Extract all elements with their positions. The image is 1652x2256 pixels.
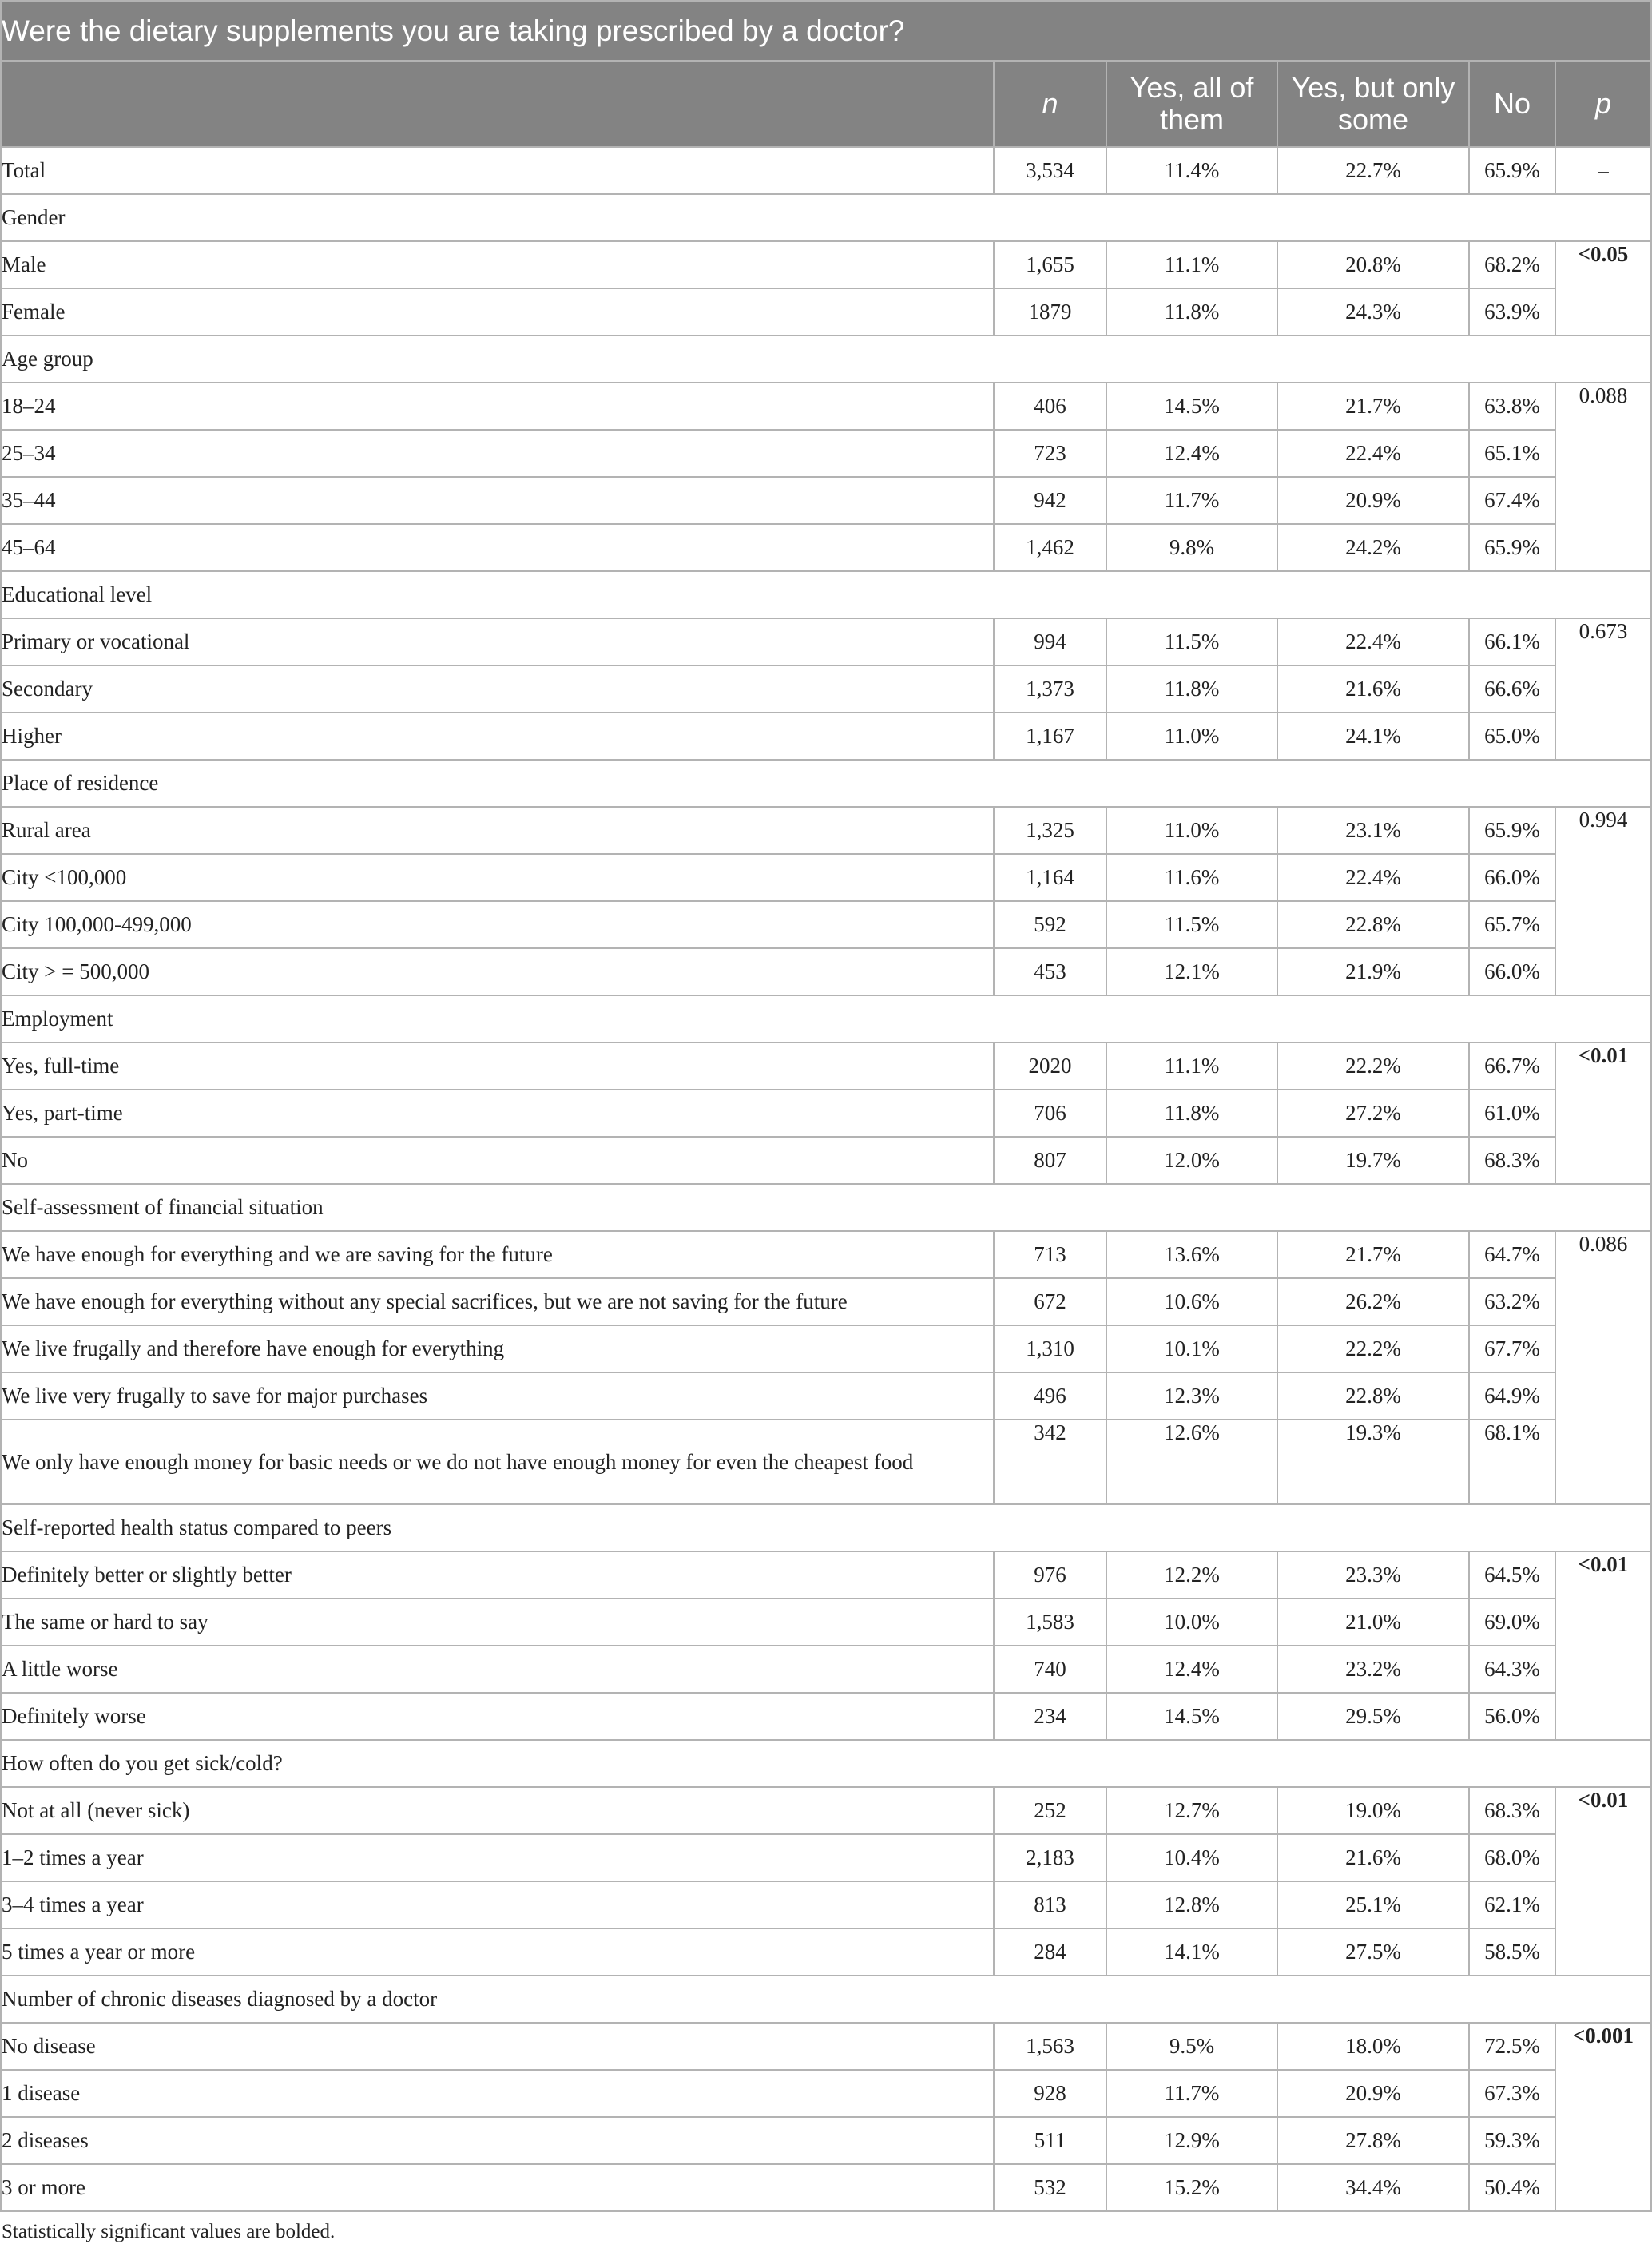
row-label: 1 disease [1,2070,994,2117]
table-row [1,665,1651,713]
cell-yes-all: 12.9% [1106,2117,1277,2164]
cell-no: 66.7% [1469,1043,1555,1090]
table-row [1,1693,1651,1740]
table-row [1,1231,1651,1278]
cell-n: 813 [994,1881,1106,1928]
cell-yes-all: 11.0% [1106,713,1277,760]
cell-yes-some: 24.1% [1277,713,1469,760]
table-row [1,2023,1651,2070]
table-row [1,1928,1651,1976]
group-label: Educational level [1,571,1651,618]
cell-yes-all: 12.8% [1106,1881,1277,1928]
cell-n: 807 [994,1137,1106,1184]
cell-no: 65.9% [1469,147,1555,194]
table-row [1,1090,1651,1137]
cell-n: 1,655 [994,241,1106,288]
cell-yes-all: 13.6% [1106,1231,1277,1278]
cell-no: 68.0% [1469,1834,1555,1881]
cell-no: 65.9% [1469,807,1555,854]
header-no: No [1469,61,1555,147]
row-label: Definitely better or slightly better [1,1551,994,1599]
cell-yes-all: 12.3% [1106,1372,1277,1420]
cell-n: 1879 [994,288,1106,336]
header-yes-all: Yes, all of them [1106,61,1277,147]
row-label: We have enough for everything and we are saving for the future [1,1231,994,1278]
cell-n: 723 [994,430,1106,477]
cell-no: 65.0% [1469,713,1555,760]
row-label: City <100,000 [1,854,994,901]
table-row [1,1881,1651,1928]
table-group-row [1,760,1651,807]
row-label: A little worse [1,1646,994,1693]
row-label: We have enough for everything without any special sacrifices, but we are not saving for the future [1,1278,994,1325]
cell-no: 65.7% [1469,901,1555,948]
cell-yes-some: 21.7% [1277,383,1469,430]
cell-n: 496 [994,1372,1106,1420]
cell-yes-some: 34.4% [1277,2164,1469,2211]
row-label: Not at all (never sick) [1,1787,994,1834]
cell-no: 62.1% [1469,1881,1555,1928]
table-row [1,1325,1651,1372]
cell-yes-all: 11.5% [1106,901,1277,948]
row-label: 3–4 times a year [1,1881,994,1928]
group-label: How often do you get sick/cold? [1,1740,1651,1787]
cell-yes-all: 10.6% [1106,1278,1277,1325]
cell-n: 942 [994,477,1106,524]
row-label: Male [1,241,994,288]
table-row [1,2117,1651,2164]
cell-no: 56.0% [1469,1693,1555,1740]
cell-p-value: 0.673 [1555,618,1651,760]
header-label [1,61,994,147]
table-title-row [1,1,1651,61]
row-label: City 100,000-499,000 [1,901,994,948]
table-header-row [1,61,1651,147]
cell-yes-some: 19.7% [1277,1137,1469,1184]
cell-no: 65.1% [1469,430,1555,477]
cell-yes-all: 11.1% [1106,241,1277,288]
row-label: Definitely worse [1,1693,994,1740]
cell-yes-some: 22.2% [1277,1325,1469,1372]
table-row [1,1599,1651,1646]
row-label: We live very frugally to save for major purchases [1,1372,994,1420]
cell-no: 66.1% [1469,618,1555,665]
table-row [1,2070,1651,2117]
table-row [1,1834,1651,1881]
group-label: Gender [1,194,1651,241]
cell-yes-all: 10.4% [1106,1834,1277,1881]
cell-n: 1,583 [994,1599,1106,1646]
cell-yes-all: 9.5% [1106,2023,1277,2070]
cell-yes-all: 12.6% [1106,1420,1277,1504]
cell-yes-all: 12.4% [1106,430,1277,477]
table-row [1,1278,1651,1325]
row-label: 5 times a year or more [1,1928,994,1976]
group-label: Self-reported health status compared to peers [1,1504,1651,1551]
table-group-row [1,571,1651,618]
row-label: We only have enough money for basic needs or we do not have enough money for even the cheapest food [1,1420,994,1504]
cell-p-value: – [1555,147,1651,194]
cell-no: 68.2% [1469,241,1555,288]
cell-no: 72.5% [1469,2023,1555,2070]
table-body [1,147,1651,2211]
cell-n: 1,373 [994,665,1106,713]
group-label: Age group [1,336,1651,383]
table-row [1,241,1651,288]
cell-no: 50.4% [1469,2164,1555,2211]
cell-p-value: 0.088 [1555,383,1651,571]
cell-n: 511 [994,2117,1106,2164]
cell-n: 706 [994,1090,1106,1137]
table-group-row [1,1740,1651,1787]
cell-no: 68.1% [1469,1420,1555,1504]
table-row [1,1420,1651,1504]
cell-n: 1,310 [994,1325,1106,1372]
cell-n: 713 [994,1231,1106,1278]
cell-yes-all: 11.4% [1106,147,1277,194]
cell-no: 61.0% [1469,1090,1555,1137]
cell-n: 406 [994,383,1106,430]
cell-yes-all: 14.5% [1106,1693,1277,1740]
row-label: 2 diseases [1,2117,994,2164]
row-label: The same or hard to say [1,1599,994,1646]
row-label: 25–34 [1,430,994,477]
table-group-row [1,1976,1651,2023]
cell-n: 1,563 [994,2023,1106,2070]
row-label: Female [1,288,994,336]
table-group-row [1,995,1651,1043]
table-row [1,618,1651,665]
header-yes-some: Yes, but only some [1277,61,1469,147]
cell-yes-some: 23.1% [1277,807,1469,854]
cell-no: 66.6% [1469,665,1555,713]
table-row [1,1043,1651,1090]
cell-yes-some: 22.4% [1277,430,1469,477]
row-label: No [1,1137,994,1184]
cell-yes-some: 22.8% [1277,1372,1469,1420]
cell-p-value: <0.01 [1555,1787,1651,1976]
cell-n: 284 [994,1928,1106,1976]
row-label: We live frugally and therefore have enough for everything [1,1325,994,1372]
cell-yes-some: 27.2% [1277,1090,1469,1137]
cell-no: 64.5% [1469,1551,1555,1599]
cell-n: 252 [994,1787,1106,1834]
cell-yes-some: 25.1% [1277,1881,1469,1928]
table-row [1,524,1651,571]
cell-yes-some: 24.2% [1277,524,1469,571]
cell-n: 740 [994,1646,1106,1693]
cell-no: 58.5% [1469,1928,1555,1976]
row-label: Rural area [1,807,994,854]
table-row [1,854,1651,901]
row-label: Yes, part-time [1,1090,994,1137]
table-row [1,383,1651,430]
cell-yes-some: 18.0% [1277,2023,1469,2070]
table-row [1,147,1651,194]
row-label: Primary or vocational [1,618,994,665]
cell-no: 64.9% [1469,1372,1555,1420]
table-row [1,1137,1651,1184]
table-row [1,713,1651,760]
cell-yes-some: 22.4% [1277,618,1469,665]
table-group-row [1,336,1651,383]
cell-yes-all: 11.5% [1106,618,1277,665]
row-label: 3 or more [1,2164,994,2211]
row-label: Higher [1,713,994,760]
cell-yes-all: 12.1% [1106,948,1277,995]
cell-no: 63.8% [1469,383,1555,430]
table-title: Were the dietary supplements you are taking prescribed by a doctor? [1,1,1651,61]
cell-yes-some: 29.5% [1277,1693,1469,1740]
row-label: Total [1,147,994,194]
cell-yes-some: 22.2% [1277,1043,1469,1090]
cell-p-value: <0.01 [1555,1551,1651,1740]
cell-n: 2,183 [994,1834,1106,1881]
cell-n: 342 [994,1420,1106,1504]
table-group-row [1,1184,1651,1231]
row-label: Secondary [1,665,994,713]
cell-yes-all: 11.8% [1106,288,1277,336]
cell-yes-some: 20.8% [1277,241,1469,288]
cell-yes-some: 27.5% [1277,1928,1469,1976]
cell-p-value: <0.05 [1555,241,1651,336]
cell-yes-all: 11.0% [1106,807,1277,854]
cell-yes-all: 12.2% [1106,1551,1277,1599]
cell-yes-some: 19.3% [1277,1420,1469,1504]
row-label: 1–2 times a year [1,1834,994,1881]
cell-yes-all: 15.2% [1106,2164,1277,2211]
cell-yes-some: 19.0% [1277,1787,1469,1834]
table-row [1,430,1651,477]
table-footnote: Statistically significant values are bolded. [2,2221,336,2242]
cell-yes-some: 21.6% [1277,1834,1469,1881]
cell-n: 592 [994,901,1106,948]
cell-yes-all: 12.4% [1106,1646,1277,1693]
cell-no: 65.9% [1469,524,1555,571]
group-label: Self-assessment of financial situation [1,1184,1651,1231]
cell-yes-all: 9.8% [1106,524,1277,571]
cell-n: 532 [994,2164,1106,2211]
cell-n: 234 [994,1693,1106,1740]
row-label: Yes, full-time [1,1043,994,1090]
cell-n: 1,325 [994,807,1106,854]
cell-yes-some: 21.0% [1277,1599,1469,1646]
table-row [1,477,1651,524]
cell-yes-all: 11.7% [1106,477,1277,524]
cell-yes-some: 22.8% [1277,901,1469,948]
cell-yes-all: 11.8% [1106,1090,1277,1137]
table-group-row [1,1504,1651,1551]
cell-yes-all: 14.1% [1106,1928,1277,1976]
cell-no: 67.7% [1469,1325,1555,1372]
cell-no: 67.4% [1469,477,1555,524]
table-row [1,2164,1651,2211]
cell-no: 64.3% [1469,1646,1555,1693]
cell-yes-all: 10.0% [1106,1599,1277,1646]
cell-yes-some: 22.4% [1277,854,1469,901]
cell-yes-all: 14.5% [1106,383,1277,430]
table-row [1,1787,1651,1834]
cell-p-value: 0.994 [1555,807,1651,995]
cell-yes-all: 11.8% [1106,665,1277,713]
cell-no: 66.0% [1469,948,1555,995]
cell-yes-all: 11.7% [1106,2070,1277,2117]
group-label: Number of chronic diseases diagnosed by a doctor [1,1976,1651,2023]
table-row [1,1372,1651,1420]
table-row [1,1551,1651,1599]
cell-yes-all: 12.7% [1106,1787,1277,1834]
row-label: 45–64 [1,524,994,571]
cell-n: 1,167 [994,713,1106,760]
header-p: p [1555,61,1651,147]
cell-yes-some: 20.9% [1277,477,1469,524]
cell-no: 59.3% [1469,2117,1555,2164]
cell-n: 1,164 [994,854,1106,901]
row-label: No disease [1,2023,994,2070]
cell-p-value: 0.086 [1555,1231,1651,1504]
group-label: Employment [1,995,1651,1043]
cell-yes-some: 21.9% [1277,948,1469,995]
cell-p-value: <0.001 [1555,2023,1651,2211]
cell-yes-some: 22.7% [1277,147,1469,194]
cell-no: 63.9% [1469,288,1555,336]
cell-n: 3,534 [994,147,1106,194]
cell-n: 976 [994,1551,1106,1599]
cell-no: 68.3% [1469,1137,1555,1184]
cell-no: 64.7% [1469,1231,1555,1278]
group-label: Place of residence [1,760,1651,807]
cell-n: 672 [994,1278,1106,1325]
cell-yes-some: 21.7% [1277,1231,1469,1278]
cell-n: 1,462 [994,524,1106,571]
cell-yes-some: 20.9% [1277,2070,1469,2117]
table-row [1,807,1651,854]
row-label: 35–44 [1,477,994,524]
table-row [1,948,1651,995]
cell-yes-some: 23.2% [1277,1646,1469,1693]
cell-yes-all: 12.0% [1106,1137,1277,1184]
header-n: n [994,61,1106,147]
cell-n: 453 [994,948,1106,995]
cell-yes-all: 11.1% [1106,1043,1277,1090]
cell-no: 63.2% [1469,1278,1555,1325]
row-label: 18–24 [1,383,994,430]
cell-n: 928 [994,2070,1106,2117]
cell-yes-all: 11.6% [1106,854,1277,901]
cell-no: 68.3% [1469,1787,1555,1834]
cell-yes-some: 24.3% [1277,288,1469,336]
table-group-row [1,194,1651,241]
row-label: City > = 500,000 [1,948,994,995]
table-row [1,288,1651,336]
table-row [1,1646,1651,1693]
cell-yes-some: 23.3% [1277,1551,1469,1599]
cell-p-value: <0.01 [1555,1043,1651,1184]
cell-no: 69.0% [1469,1599,1555,1646]
cell-yes-some: 26.2% [1277,1278,1469,1325]
cell-no: 67.3% [1469,2070,1555,2117]
cell-n: 2020 [994,1043,1106,1090]
cell-yes-some: 27.8% [1277,2117,1469,2164]
table-row [1,901,1651,948]
cell-no: 66.0% [1469,854,1555,901]
cell-yes-some: 21.6% [1277,665,1469,713]
cell-n: 994 [994,618,1106,665]
cell-yes-all: 10.1% [1106,1325,1277,1372]
